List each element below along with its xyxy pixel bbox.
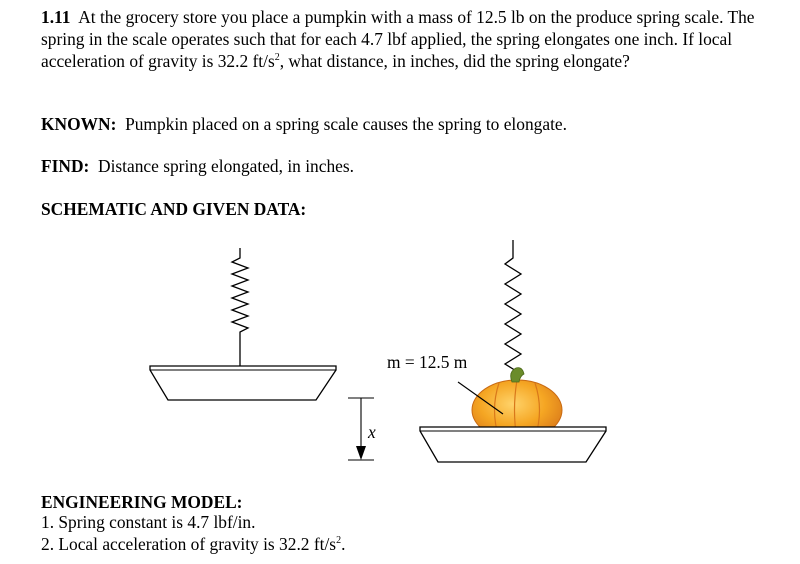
mass-label: m = 12.5 m (387, 352, 468, 372)
left-pan-icon (150, 366, 336, 400)
model-item-2-end: . (341, 534, 346, 554)
displacement-label: x (368, 422, 376, 442)
left-spring-icon (232, 248, 248, 366)
schematic-heading: SCHEMATIC AND GIVEN DATA: (41, 199, 307, 219)
known-heading: KNOWN: (41, 114, 117, 134)
arrow-down-icon (356, 446, 366, 460)
problem-text: At the grocery store you place a pumpkin with a mass of 12.5 lb on the produce spring scale. The spring in the scale operates such that for each 4.7 lbf applied, the spring elongates one inch. If local acceleration of gravity is 32.2 ft/s (41, 7, 755, 71)
model-item-2 (41, 533, 345, 555)
find-text: Distance spring elongated, in inches. (98, 156, 354, 176)
problem-number: 1.11 (41, 7, 71, 27)
right-pan-icon (420, 427, 606, 462)
problem-text-end: , what distance, in inches, did the spring elongate? (279, 51, 630, 71)
problem-superscript: 2 (274, 52, 280, 63)
loaded-scale (387, 240, 606, 462)
model-item-2-text: 2. Local acceleration of gravity is 32.2 ft/s (41, 534, 337, 554)
unloaded-scale (150, 248, 336, 400)
displacement-indicator (348, 398, 376, 460)
model-item-2-superscript: 2 (336, 535, 342, 546)
known-text: Pumpkin placed on a spring scale causes the spring to elongate. (125, 114, 567, 134)
model-section (41, 491, 242, 513)
model-heading: ENGINEERING MODEL: (41, 492, 243, 512)
find-heading: FIND: (41, 156, 90, 176)
model-item-1: 1. Spring constant is 4.7 lbf/in. (41, 512, 256, 532)
